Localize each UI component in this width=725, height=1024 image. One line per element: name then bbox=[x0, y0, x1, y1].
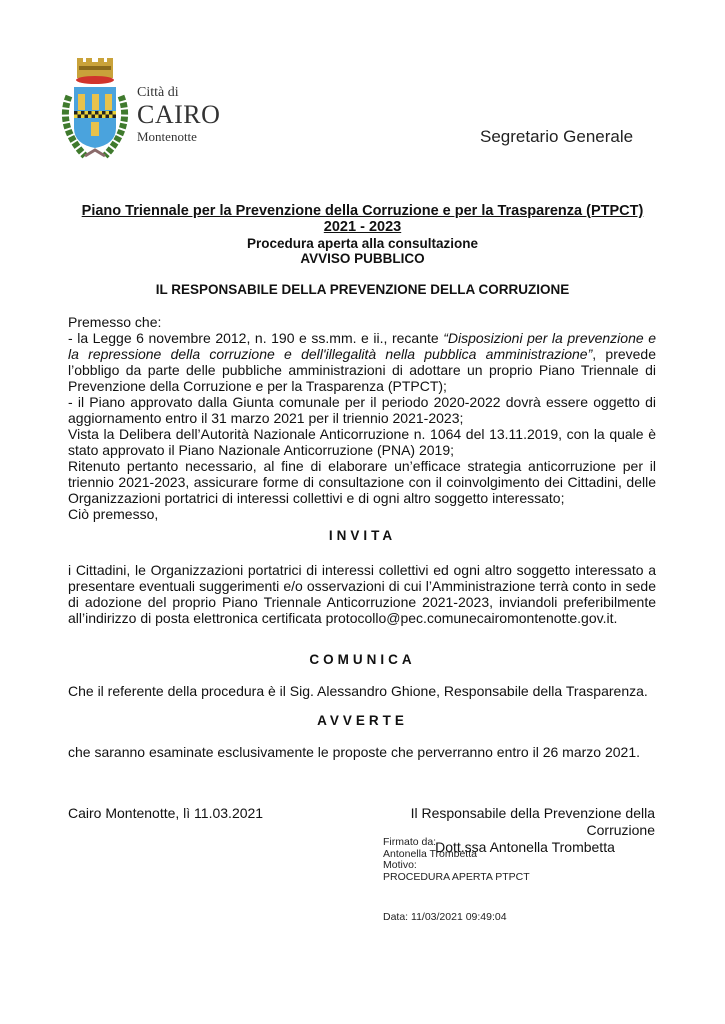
avverte-heading: AVVERTE bbox=[317, 713, 408, 728]
comunica-heading: COMUNICA bbox=[309, 652, 416, 667]
signatory-role: Il Responsabile della Prevenzione della Corruzione bbox=[410, 805, 655, 838]
premise-law-title: “Disposizioni per la prevenzione e la repressione della corruzione e dell'illegalità nella pubblica amministrazione” bbox=[68, 330, 656, 362]
premise-ritenuto: Ritenuto pertanto necessario, al fine di elaborare un’efficace strategia anticorruzione per il triennio 2021-2023, assicurare forme di consultazione con il coinvolgimento dei Cittadini, delle Organizzazioni portatrici di interessi collettivi e di ogni altro soggetto interessato; bbox=[68, 458, 656, 506]
comunica-text: Che il referente della procedura è il Sig. Alessandro Ghione, Responsabile della Trasparenza. bbox=[68, 683, 648, 699]
signed-by-value: Antonella Trombetta bbox=[383, 847, 477, 860]
logo-city-suffix: Montenotte bbox=[137, 129, 197, 144]
digital-signature bbox=[383, 837, 530, 883]
coat-of-arms-icon bbox=[55, 56, 135, 166]
place-date: Cairo Montenotte, lì 11.03.2021 bbox=[68, 805, 264, 821]
premise-closing: Ciò premesso, bbox=[68, 506, 159, 522]
reason-label: Motivo: bbox=[383, 859, 417, 871]
premise-law-start: - la Legge 6 novembre 2012, n. 190 e ss.mm. e ii., recante bbox=[68, 330, 444, 346]
invita-heading: INVITA bbox=[328, 528, 397, 543]
premise-delibera: Vista la Delibera dell’Autorità Nazionale Anticorruzione n. 1064 del 13.11.2019, con la quale è stato approvato il Piano Nazionale Anticorruzione (PNA) 2019; bbox=[68, 426, 656, 458]
reason-value: PROCEDURA APERTA PTPCT bbox=[383, 870, 530, 883]
office-name: Segretario Generale bbox=[480, 127, 634, 146]
premise-plan: - il Piano approvato dalla Giunta comunale per il periodo 2020-2022 dovrà essere oggetto di aggiornamento entro il 31 marzo 2021 per il triennio 2021-2023; bbox=[68, 394, 656, 426]
signed-by-label: Firmato da: bbox=[383, 836, 437, 848]
authority-heading: IL RESPONSABILE DELLA PREVENZIONE DELLA CORRUZIONE bbox=[155, 282, 570, 297]
document-years: 2021 - 2023 bbox=[323, 219, 402, 235]
document-title: Piano Triennale per la Prevenzione della Corruzione e per la Trasparenza (PTPCT) bbox=[81, 203, 644, 219]
signature-timestamp: Data: 11/03/2021 09:49:04 bbox=[383, 911, 507, 923]
premise-law bbox=[68, 330, 656, 394]
premise-law-end: , prevede l’obbligo da parte delle pubbliche amministrazioni di adottare un proprio Piano Triennale di Prevenzione della Corruzione e per la Trasparenza (PTPCT); bbox=[68, 346, 656, 394]
logo-city-prefix: Città di bbox=[137, 85, 179, 100]
notice-subtitle: AVVISO PUBBLICO bbox=[300, 251, 425, 266]
logo-city-name: CAIRO bbox=[137, 100, 221, 129]
signatory-name: Dott.ssa Antonella Trombetta bbox=[435, 839, 615, 855]
procedure-subtitle: Procedura aperta alla consultazione bbox=[246, 236, 479, 251]
avverte-text: che saranno esaminate esclusivamente le proposte che perverranno entro il 26 marzo 2021. bbox=[68, 744, 640, 760]
premises-intro: Premesso che: bbox=[68, 314, 162, 330]
logo-text bbox=[137, 86, 220, 143]
premises-section bbox=[68, 314, 656, 522]
invita-text: i Cittadini, le Organizzazioni portatrici di interessi collettivi ed ogni altro soggetto interessato a presentare eventuali suggerimenti e/o osservazioni di cui l’Amministrazione terrà conto in sede di adozione del proprio Piano Triennale Anticorruzione 2021-2023, inviandoli preferibilmente all’indirizzo di posta elettronica certificata protocollo@pec.comunecairomontenotte.gov.it. bbox=[68, 562, 656, 626]
